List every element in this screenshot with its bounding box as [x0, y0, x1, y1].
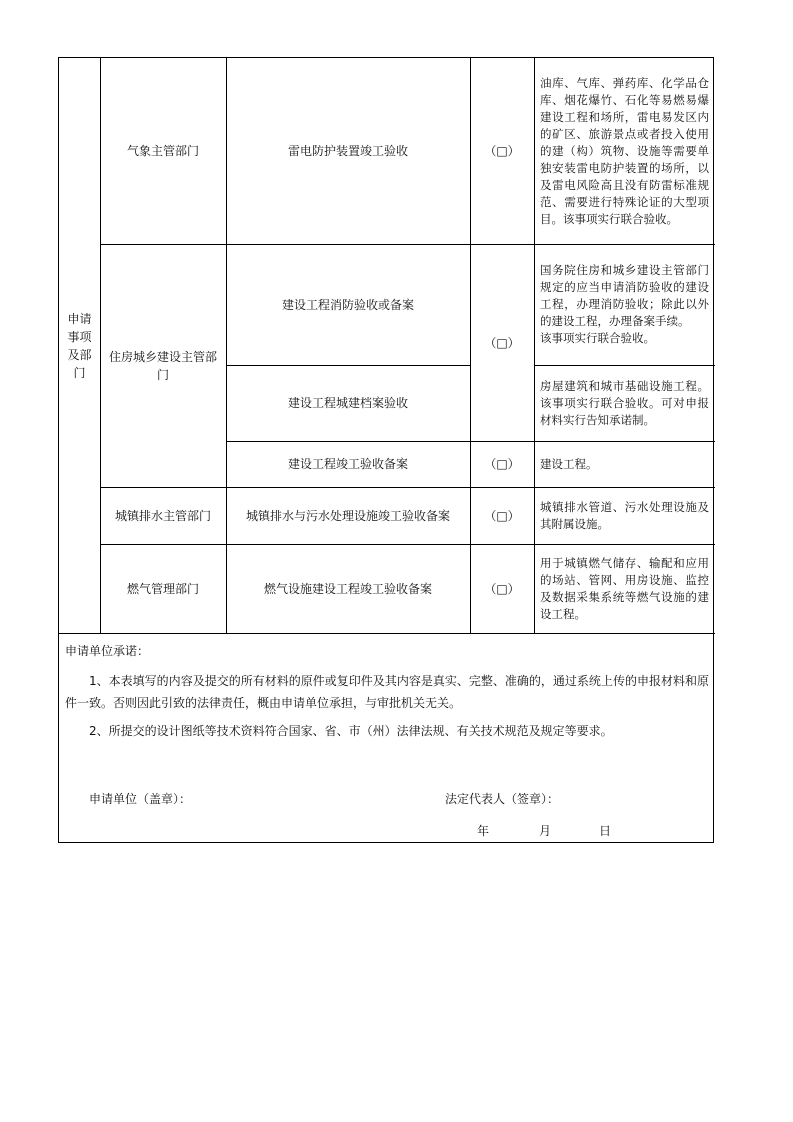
note-cell: 用于城镇燃气储存、输配和应用的场站、管网、用房设施、监控及数据采集系统等燃气设施的建设工程。	[540, 555, 709, 621]
note-cell: 国务院住房和城乡建设主管部门规定的应当申请消防验收的建设工程，办理消防验收；除此以外的建设工程，办理备案手续。 该事项实行联合验收。	[540, 263, 709, 345]
applicant-seal-label: 申请单位（盖章）：	[89, 792, 192, 806]
checkbox-cell[interactable]: （□）	[484, 508, 520, 523]
application-form	[58, 57, 714, 843]
department-cell: 燃气管理部门	[126, 581, 199, 596]
item-cell: 建设工程城建档案验收	[287, 396, 408, 410]
pledge-item-1: 1、本表填写的内容及提交的所有材料的原件或复印件及其内容是真实、完整、准确的，通过系统上传的申报材料和原件一致。否则因此引致的法律责任，概由申请单位承担，与审批机关无关。	[65, 674, 709, 710]
item-cell: 雷电防护装置竣工验收	[287, 144, 408, 158]
item-cell: 城镇排水与污水处理设施竣工验收备案	[245, 508, 450, 523]
checkbox-cell[interactable]: （□）	[484, 581, 520, 596]
date-month: 月	[539, 824, 552, 838]
item-cell: 燃气设施建设工程竣工验收备案	[263, 581, 432, 596]
section-label: 申请事项及部门	[67, 311, 92, 380]
department-cell: 城镇排水主管部门	[114, 508, 211, 523]
note-cell: 城镇排水管道、污水处理设施及其附属设施。	[540, 499, 709, 531]
date-day: 日	[599, 824, 612, 838]
pledge-item-2: 2、所提交的设计图纸等技术资料符合国家、省、市（州）法律法规、有关技术规范及规定等要求。	[89, 724, 613, 738]
checkbox-cell[interactable]: （□）	[484, 335, 520, 350]
checkbox-cell[interactable]: （□）	[484, 144, 520, 158]
department-cell: 气象主管部门	[126, 144, 199, 158]
item-cell: 建设工程消防验收或备案	[281, 297, 414, 312]
legal-rep-sign-label: 法定代表人（签章）：	[445, 792, 560, 806]
checkbox-cell[interactable]: （□）	[484, 457, 520, 471]
date-year: 年	[477, 824, 490, 838]
grid-line	[59, 633, 715, 634]
department-cell: 住房城乡建设主管部门	[108, 349, 217, 382]
pledge-heading: 申请单位承诺：	[65, 644, 150, 658]
item-cell: 建设工程竣工验收备案	[287, 457, 408, 471]
note-cell: 油库、气库、弹药库、化学品仓库、烟花爆竹、石化等易燃易爆建设工程和场所，雷电易发区内的矿区、旅游景点或者投入使用的建（构）筑物、设施等需要单独安装雷电防护装置的场所，以及雷电风险高且没有防雷标准规范、需要进行特殊论证的大型项目。该事项实行联合验收。	[540, 75, 709, 226]
note-cell: 房屋建筑和城市基础设施工程。该事项实行联合验收。可对申报材料实行告知承诺制。	[540, 378, 709, 427]
note-cell: 建设工程。	[540, 456, 598, 471]
